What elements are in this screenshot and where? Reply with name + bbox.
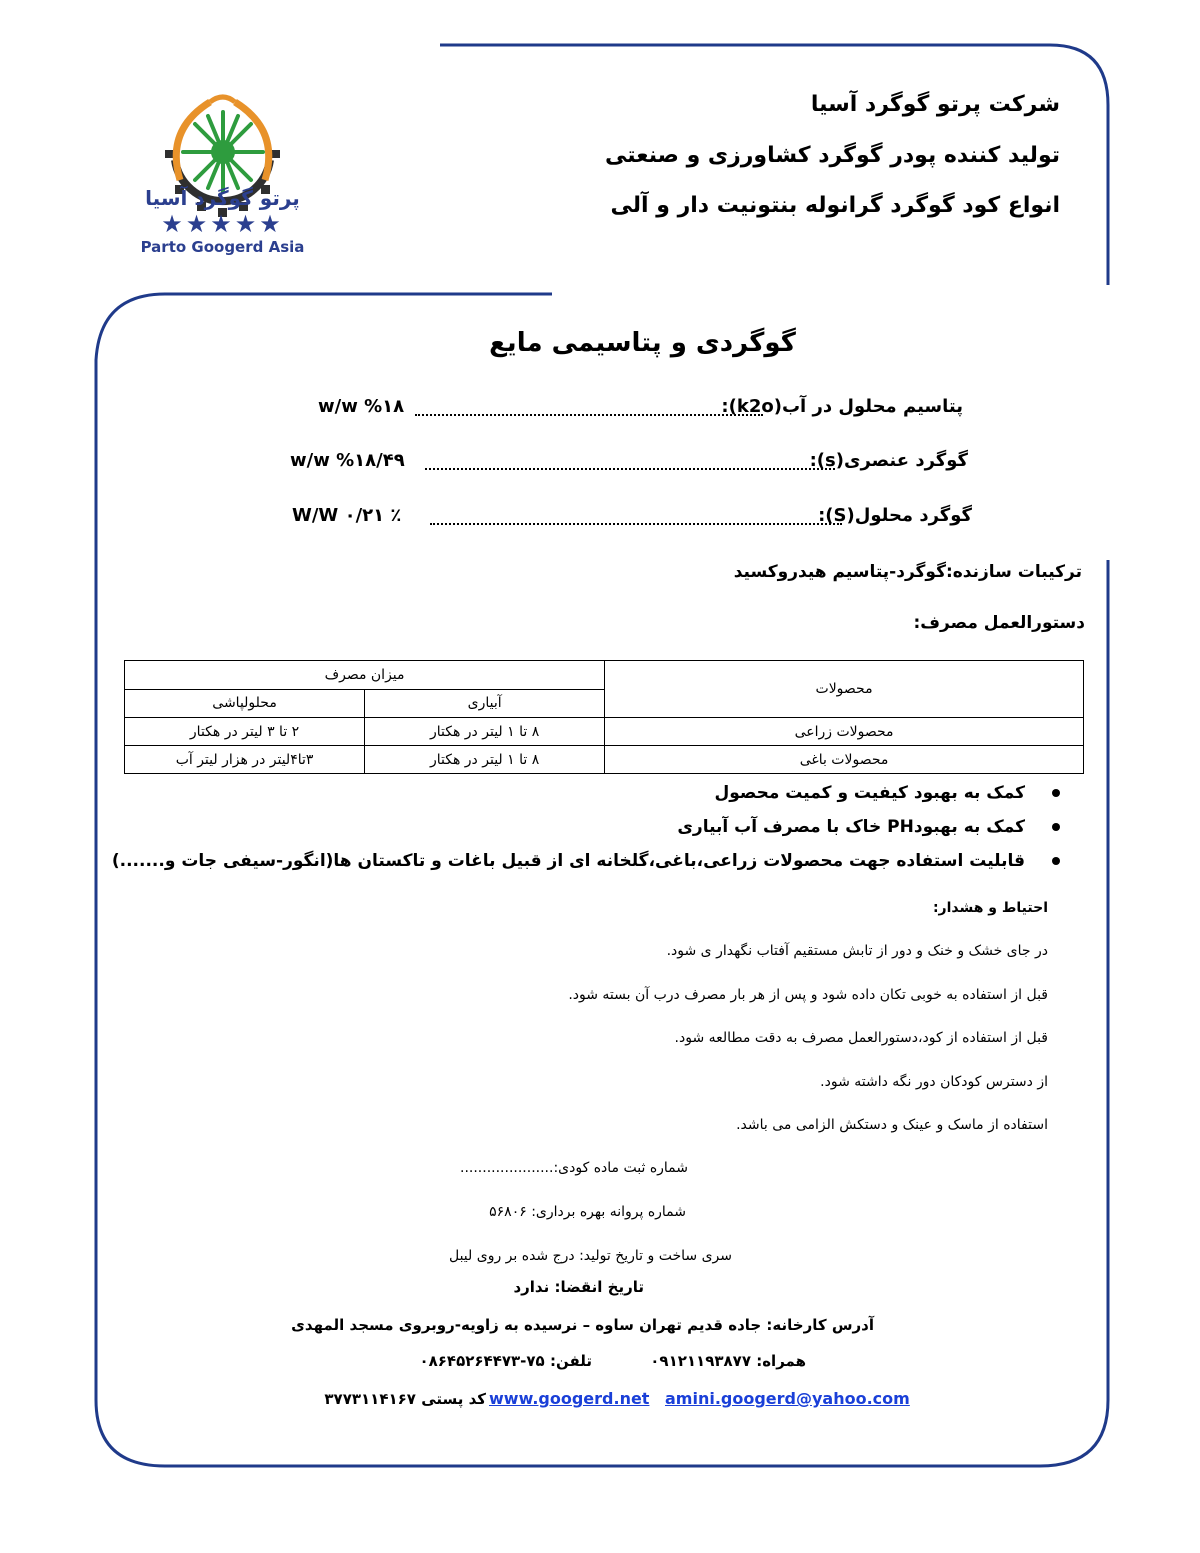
- caution-item: در جای خشک و خنک و دور از تابش مستقیم آفتاب نگهدار ی شود.: [666, 943, 1048, 959]
- spec-dots: [425, 462, 835, 470]
- benefits-list: [112, 780, 1060, 882]
- company-name: شرکت پرتو گوگرد آسیا: [810, 92, 1060, 117]
- spec-value: %۱۸ w/w: [318, 396, 405, 417]
- caution-item: قبل از استفاده از کود،دستورالعمل مصرف به دقت مطالعه شود.: [674, 1030, 1048, 1046]
- header-dosage: میزان مصرف: [125, 661, 605, 690]
- email-link[interactable]: amini.googerd@yahoo.com: [665, 1389, 910, 1408]
- caution-item: از دسترس کودکان دور نگه داشته شود.: [820, 1074, 1048, 1090]
- spec-potassium: [290, 396, 963, 426]
- factory-address: آدرس کارخانه: جاده قدیم تهران ساوه – نرسیده به زاویه-روبروی مسجد المهدی: [291, 1316, 874, 1334]
- mobile-number: همراه: ۰۹۱۲۱۱۹۳۸۷۷: [650, 1352, 806, 1370]
- spec-value: ٪ ۰/۲۱ W/W: [292, 505, 402, 526]
- caution-heading: احتیاط و هشدار:: [932, 900, 1048, 916]
- cell-product: محصولات زراعی: [605, 718, 1084, 746]
- postal-code: کد پستی ۳۷۷۳۱۱۴۱۶۷: [324, 1390, 486, 1408]
- registration-number: شماره ثبت ماده کودی:.....................: [460, 1160, 688, 1176]
- license-number: شماره پروانه بهره برداری: ۵۶۸۰۶: [489, 1204, 686, 1220]
- table-row: [125, 718, 1084, 746]
- list-item: کمک به بهبودPH خاک با مصرف آب آبیاری: [112, 814, 1060, 848]
- bullet-icon: [1052, 823, 1060, 831]
- cell-irrigation: ۸ تا ۱ لیتر در هکتار: [365, 718, 605, 746]
- phone-number: تلفن: ۷۵-۰۸۶۴۵۲۶۴۴۷۳: [419, 1352, 592, 1370]
- spec-dots: [415, 408, 763, 416]
- header-products: محصولات: [605, 661, 1084, 718]
- caution-item: قبل از استفاده به خوبی تکان داده شود و پس از هر بار مصرف درب آن بسته شود.: [568, 987, 1048, 1003]
- list-item: کمک به بهبود کیفیت و کمیت محصول: [112, 780, 1060, 814]
- spec-elemental-sulfur: [290, 450, 968, 480]
- table-row: [125, 746, 1084, 774]
- spec-label: گوگرد محلول(S):: [818, 505, 972, 526]
- logo-stars-icon: ★★★★★: [161, 210, 284, 238]
- spec-label: گوگرد عنصری(s):: [809, 450, 968, 471]
- website-link[interactable]: www.googerd.net: [489, 1389, 650, 1408]
- expiry-date: تاریخ انقضا: ندارد: [513, 1278, 644, 1296]
- cell-product: محصولات باغی: [605, 746, 1084, 774]
- header-irrigation: آبیاری: [365, 689, 605, 718]
- product-title: گوگردی و پتاسیمی مایع: [489, 328, 796, 358]
- spec-label: پتاسیم محلول در آب(k2o):: [721, 396, 963, 417]
- spec-dots: [430, 517, 842, 525]
- list-item: قابلیت استفاده جهت محصولات زراعی،باغی،گلخانه ای از قبیل باغات و تاکستان ها(انگور-سیفی جات و.......): [112, 848, 1060, 882]
- spec-value: %۱۸/۴۹ w/w: [290, 450, 405, 471]
- logo-english-name: Parto Googerd Asia: [140, 238, 305, 256]
- bullet-icon: [1052, 789, 1060, 797]
- spec-soluble-sulfur: [290, 505, 972, 535]
- ingredients: ترکیبات سازنده:گوگرد-پتاسیم هیدروکسید: [733, 562, 1082, 582]
- batch-info: سری ساخت و تاریخ تولید: درج شده بر روی لیبل: [448, 1248, 732, 1264]
- logo-persian-name: پرتو گوگرد آسیا: [145, 186, 300, 210]
- bullet-icon: [1052, 857, 1060, 865]
- cell-spraying: ۳تا۴لیتر در هزار لیتر آب: [125, 746, 365, 774]
- instructions-heading: دستورالعمل مصرف:: [913, 613, 1085, 633]
- cell-spraying: ۲ تا ۳ لیتر در هکتار: [125, 718, 365, 746]
- company-tagline-1: تولید کننده پودر گوگرد کشاورزی و صنعتی: [605, 143, 1060, 168]
- header-spraying: محلولپاشی: [125, 689, 365, 718]
- dosage-table: [124, 660, 1084, 774]
- company-tagline-2: انواع کود گوگرد گرانوله بنتونیت دار و آلی: [610, 193, 1060, 218]
- caution-item: استفاده از ماسک و عینک و دستکش الزامی می باشد.: [736, 1117, 1048, 1133]
- cell-irrigation: ۸ تا ۱ لیتر در هکتار: [365, 746, 605, 774]
